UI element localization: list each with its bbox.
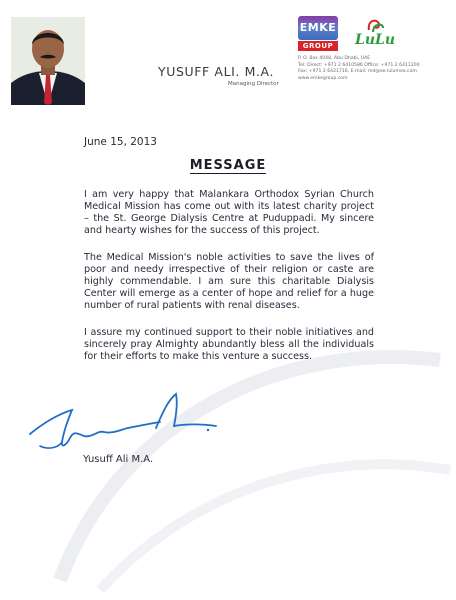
contact-block: [298, 56, 420, 82]
emke-group-logo: [298, 16, 338, 50]
letter-heading: [0, 158, 456, 173]
sender-name: YUSUFF ALI. M.A.: [158, 64, 275, 79]
emke-logo-subtext: GROUP: [298, 41, 338, 51]
lulu-logo: [347, 16, 403, 52]
paragraph-1: I am very happy that Malankara Orthodox Syrian Church Medical Mission has come out with its latest charity project – the St. George Dialysis Centre at Puduppadi. My sincere and hearty wishes for the success of this project.: [84, 189, 374, 236]
contact-website: www.emkegroup.com: [298, 75, 348, 81]
paragraph-2: The Medical Mission's noble activities to save the lives of poor and needy irrespective of their religion or caste are highly commendable. I am sure this charitable Dialysis Center will emerge as a center of hope and relief for a huge number of rural patients with renal diseases.: [84, 252, 374, 311]
contact-address: P. O. Box 4048, Abu Dhabi, UAE: [298, 56, 371, 61]
signer-name: Yusuff Ali M.A.: [83, 454, 154, 465]
letter-date: June 15, 2013: [84, 136, 157, 148]
emke-logo-text: EMKE: [298, 16, 338, 40]
sender-title: Managing Director: [228, 81, 279, 87]
paragraph-3: I assure my continued support to their noble initiatives and sincerely pray Almighty abundantly bless all the individuals for their efforts to make this venture a success.: [84, 327, 374, 362]
handwritten-signature: [28, 390, 248, 460]
portrait-photo: [11, 17, 85, 105]
contact-fax-email: Fax: +971 2 6421716, E-mail: md@ae.lulumea.com: [298, 69, 417, 75]
lulu-logo-text: LuLu: [354, 32, 396, 48]
contact-phone: Tel: Direct: +971 2 6410586 Office: +971 2 6411200: [298, 62, 420, 68]
letter-heading-text: MESSAGE: [189, 158, 267, 173]
